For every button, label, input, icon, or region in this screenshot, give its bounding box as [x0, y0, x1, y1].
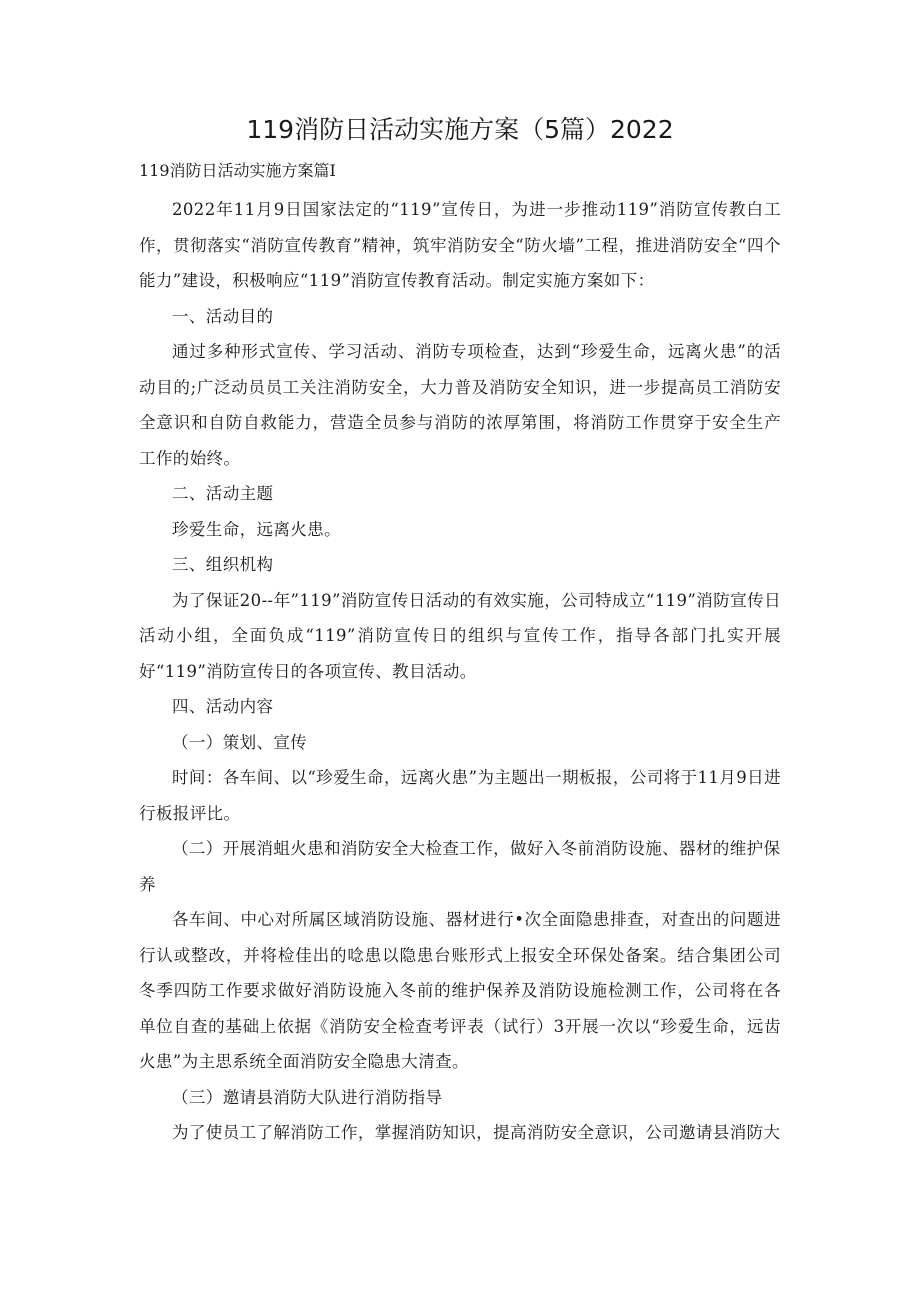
- document-subtitle: 119消防日活动实施方案篇I: [139, 161, 336, 180]
- purpose-paragraph: 通过多种形式宣传、学习活动、消防专项检查，达到“珍爱生命，远离火患”的活动目的;广泛动员员工关注消防安全，大力普及消防安全知识，进一步提高员工消防安全意识和自防自救能力，营造全员参与消防的浓厚第围，将消防工作贯穿于安全生产工作的始终。: [139, 342, 781, 468]
- section-heading-purpose: 一、活动目的: [172, 306, 274, 326]
- guidance-paragraph: 为了使员工了解消防工作，掌握消防知识，提高消防安全意识，公司邀请县消防大: [172, 1123, 781, 1142]
- intro-paragraph: 2022年11月9日国家法定的“119”宣传日，为进一步推动119”消防宣传教白工作，贯彻落实“消防宣传教育”精神，筑牢消防安全“防火墙”工程，推进消防安全“四个能力”建设，积极响应“119”消防宣传教育活动。制定实施方案如下：: [139, 200, 781, 290]
- inspection-paragraph: 各车间、中心对所属区域消防设施、器材进行•次全面隐患排查，对查出的问题进行认或整改，并将检佳出的唸患以隐患台账形式上报安全环保处备案。结合集团公司冬季四防工作要求做好消防设施入冬前的维护保养及消防设施检测工作，公司将在各单位自查的基础上依据《消防安全检查考评表（试行）3开展一次以“珍爱生命，远齿火患”为主思系统全面消防安全隐患大清查。: [139, 910, 781, 1071]
- section-heading-content: 四、活动内容: [172, 697, 274, 716]
- subsection-heading-guidance: （三）邀请县消防大队进行消防指导: [172, 1087, 443, 1107]
- planning-paragraph: 时间：各车间、以“珍爱生命，远离火患”为主题出一期板报，公司将于11月9日进行板报评比。: [139, 768, 781, 823]
- section-heading-organization: 三、组织机构: [172, 555, 274, 574]
- subsection-heading-inspection: （二）开展消蛆火患和消防安全大检查工作，做好入冬前消防设施、器材的维护保养: [139, 839, 781, 894]
- document-title: 119消防日活动实施方案（5篇）2022: [246, 115, 674, 144]
- subsection-heading-planning: （一）策划、宣传: [172, 732, 308, 752]
- theme-paragraph: 珍爱生命，远离火患。: [172, 519, 341, 539]
- section-heading-theme: 二、活动主题: [172, 484, 274, 503]
- organization-paragraph: 为了保证20--年”119”消防宣传日活动的有效实施，公司特成立“119”消防宣传日活动小组，全面负成“119”消防宣传日的组织与宣传工作，指导各部门扎实开展好“119”消防宣传日的各项宣传、教目活动。: [139, 590, 781, 681]
- document-body: [139, 192, 781, 1151]
